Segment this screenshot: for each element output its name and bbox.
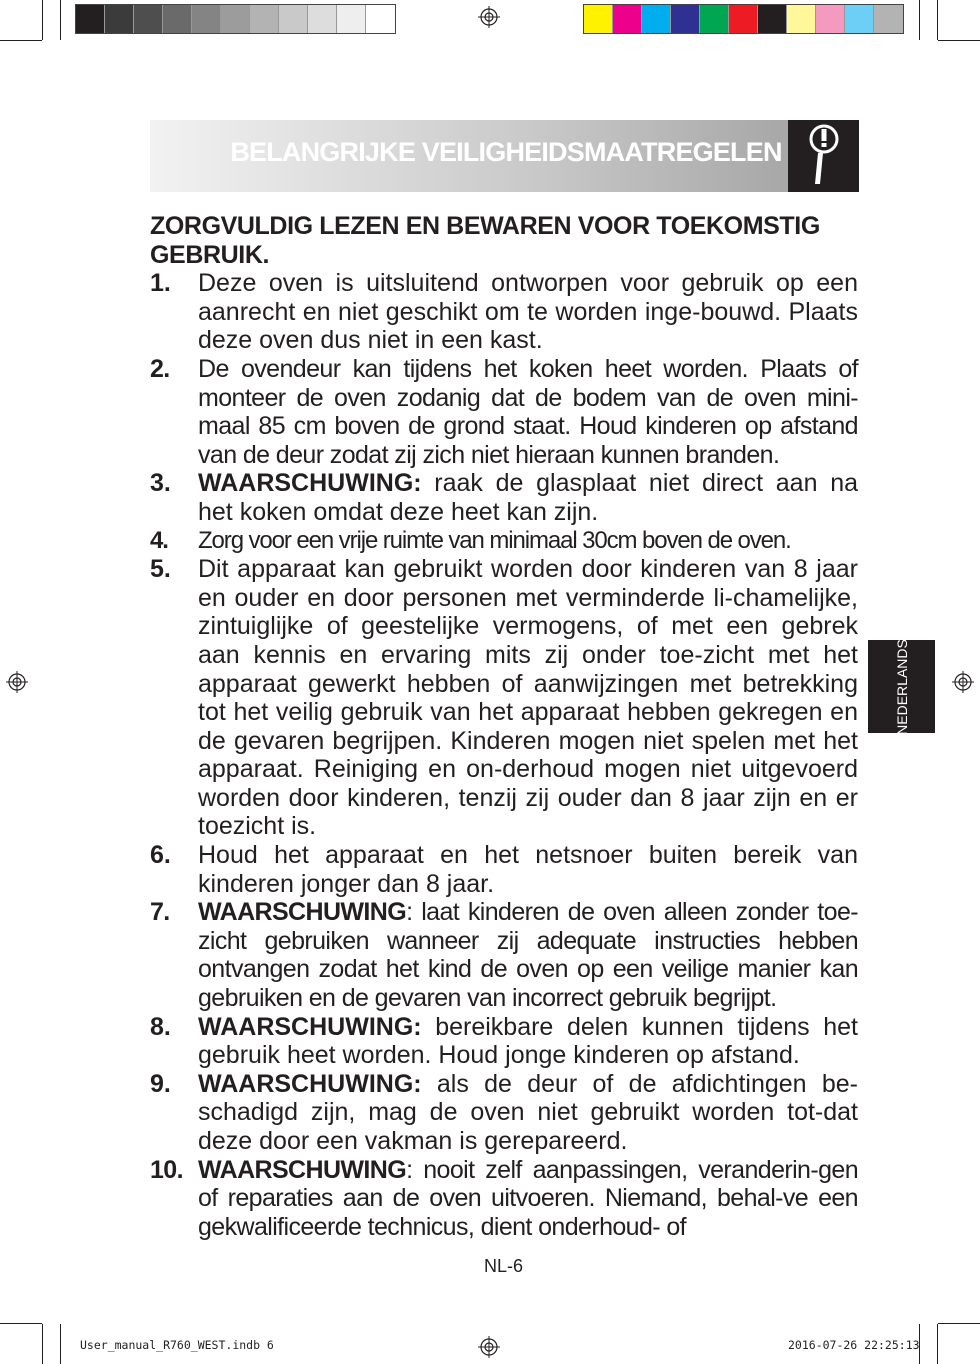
list-item bbox=[150, 1013, 858, 1070]
item-text: als de deur of de afdichtingen be-schadigd zijn, mag de oven niet gebruikt worden tot-dat deze door een vakman is gerepareerd. bbox=[198, 1069, 858, 1155]
exclamation-magnifier-icon bbox=[788, 120, 859, 192]
crop-mark bbox=[937, 0, 938, 40]
instruction-list bbox=[150, 269, 858, 1241]
list-item bbox=[150, 355, 858, 469]
color-swatch bbox=[816, 5, 845, 33]
crop-mark bbox=[42, 1324, 43, 1364]
crop-mark bbox=[0, 1323, 42, 1324]
list-item bbox=[150, 898, 858, 1012]
item-number: 3. bbox=[150, 469, 171, 498]
item-text: Deze oven is uitsluitend ontworpen voor gebruik op een aanrecht en niet geschikt om te worden inge-bouwd. Plaats deze oven dus niet in een kast. bbox=[198, 269, 858, 355]
color-swatch bbox=[337, 5, 366, 33]
crop-mark bbox=[937, 1324, 938, 1364]
safety-instructions bbox=[150, 212, 858, 1241]
color-swatch bbox=[279, 5, 308, 33]
crop-mark bbox=[0, 40, 42, 41]
item-text: Dit apparaat kan gebruikt worden door kinderen van 8 jaar en ouder en door personen met verminderde li-chamelijke, zintuiglijke of geestelijke vermogens, of met een gebrek aan kennis en ervaring mits zij onder toe-zicht met het apparaat gewerkt hebben of aanwijzingen met betrekking tot het veilig gebruik van het apparaat hebben gekregen en de gevaren begrijpen. Kinderen mogen niet spelen met het apparaat. Reiniging en on-derhoud mogen niet uitgevoerd worden door kinderen, tenzij zij ouder dan 8 jaar zijn en er toezicht is. bbox=[198, 555, 858, 841]
list-item bbox=[150, 1156, 858, 1242]
color-swatch bbox=[308, 5, 337, 33]
item-number: 4. bbox=[150, 526, 168, 554]
intro-heading: ZORGVULDIG LEZEN EN BEWAREN VOOR TOEKOMSTIG GEBRUIK. bbox=[150, 212, 820, 269]
language-tab-label: NEDERLANDS bbox=[893, 638, 910, 735]
item-number: 5. bbox=[150, 555, 171, 584]
item-text: Zorg voor een vrije ruimte van minimaal 30cm boven de oven. bbox=[198, 526, 791, 554]
registration-mark-icon bbox=[6, 671, 28, 693]
section-title: BELANGRIJKE VEILIGHEIDSMAATREGELEN bbox=[230, 137, 782, 167]
item-text: De ovendeur kan tijdens het koken heet worden. Plaats of monteer de oven zodanig dat de bodem van de oven mini-maal 85 cm boven de grond staat. Houd kinderen op afstand van de deur zodat zij zich niet hieraan kunnen branden. bbox=[198, 354, 858, 469]
crop-mark bbox=[938, 40, 980, 41]
list-item bbox=[150, 269, 858, 355]
item-text: Houd het apparaat en het netsnoer buiten bereik van kinderen jonger dan 8 jaar. bbox=[198, 841, 858, 898]
warning-label: WAARSCHUWING bbox=[198, 898, 407, 927]
registration-mark-icon bbox=[478, 6, 500, 28]
item-number: 7. bbox=[150, 898, 170, 927]
color-swatch bbox=[845, 5, 874, 33]
color-swatch bbox=[250, 5, 279, 33]
item-number: 2. bbox=[150, 354, 170, 383]
item-number: 6. bbox=[150, 841, 171, 870]
list-item bbox=[150, 469, 858, 526]
language-tab bbox=[868, 640, 935, 733]
list-item bbox=[150, 527, 858, 556]
list-item bbox=[150, 555, 858, 841]
footer-filename: User_manual_R760_WEST.indb 6 bbox=[80, 1338, 274, 1352]
warning-label: WAARSCHUWING: bbox=[198, 1012, 422, 1041]
item-text: : laat kinderen de oven alleen zonder toe-zicht gebruiken wanneer zij adequate instructies hebben ontvangen zodat het kind de oven op een veilige manier kan gebruiken en de gevaren van incorrect gebruik begrijpt. bbox=[198, 898, 858, 1013]
warning-label: WAARSCHUWING bbox=[198, 1155, 407, 1184]
item-text: raak de glasplaat niet direct aan na het koken omdat deze heet kan zijn. bbox=[198, 469, 858, 526]
item-number: 8. bbox=[150, 1012, 171, 1041]
item-text: : nooit zelf aanpassingen, veranderin-gen of reparaties aan de oven uitvoeren. Niemand, behal-ve een gekwalificeerde technicus, dient onderhoud- of bbox=[198, 1155, 858, 1241]
crop-mark bbox=[938, 1323, 980, 1324]
color-swatch bbox=[671, 5, 700, 33]
registration-mark-icon bbox=[952, 671, 974, 693]
warning-label: WAARSCHUWING: bbox=[198, 1069, 422, 1098]
crop-mark bbox=[919, 0, 920, 40]
color-swatch bbox=[729, 5, 758, 33]
item-text: bereikbare delen kunnen tijdens het gebruik heet worden. Houd jonge kinderen op afstand. bbox=[198, 1012, 858, 1070]
item-number: 10. bbox=[150, 1155, 183, 1184]
list-item bbox=[150, 841, 858, 898]
page-number: NL-6 bbox=[484, 1256, 524, 1276]
warning-badge bbox=[788, 120, 859, 192]
warning-label: WAARSCHUWING: bbox=[198, 469, 422, 498]
crop-mark bbox=[60, 1324, 61, 1364]
color-swatch bbox=[192, 5, 221, 33]
color-swatch bbox=[758, 5, 787, 33]
color-swatch bbox=[163, 5, 192, 33]
color-swatch bbox=[613, 5, 642, 33]
crop-mark bbox=[60, 0, 61, 40]
color-swatch bbox=[787, 5, 816, 33]
section-header bbox=[150, 120, 859, 192]
color-swatch bbox=[584, 5, 613, 33]
color-swatch bbox=[642, 5, 671, 33]
color-calibration-bar bbox=[583, 4, 904, 34]
gray-calibration-bar bbox=[75, 4, 396, 34]
footer-datetime: 2016-07-26 22:25:13 bbox=[788, 1338, 920, 1352]
color-swatch bbox=[700, 5, 729, 33]
list-item bbox=[150, 1070, 858, 1156]
color-swatch bbox=[76, 5, 105, 33]
registration-mark-icon bbox=[478, 1336, 500, 1358]
crop-mark bbox=[42, 0, 43, 40]
color-swatch bbox=[874, 5, 903, 33]
color-swatch bbox=[366, 5, 395, 33]
color-swatch bbox=[134, 5, 163, 33]
item-number: 9. bbox=[150, 1069, 171, 1098]
item-number: 1. bbox=[150, 269, 171, 298]
color-swatch bbox=[221, 5, 250, 33]
color-swatch bbox=[105, 5, 134, 33]
